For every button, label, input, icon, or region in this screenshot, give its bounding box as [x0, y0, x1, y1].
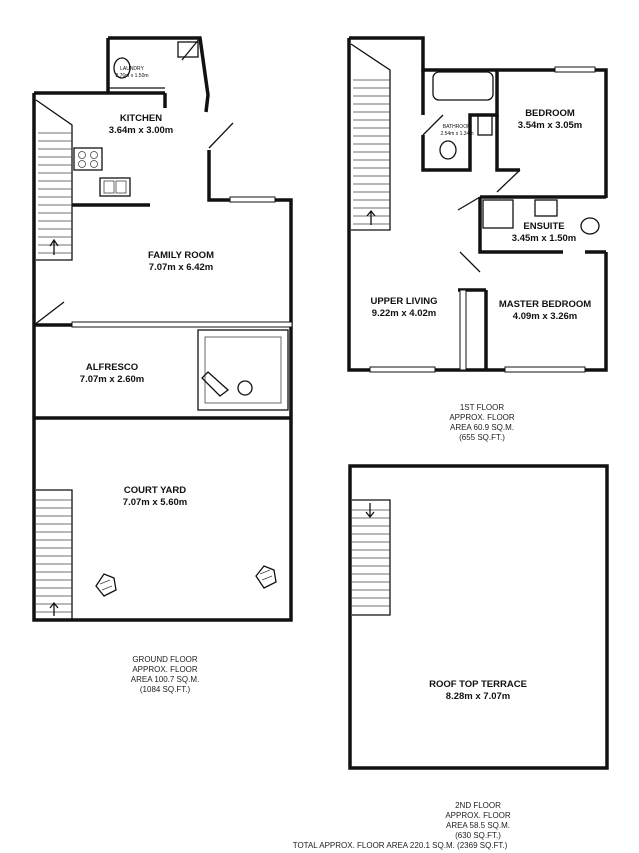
ensuite-toilet	[581, 218, 599, 234]
floor-caption: AREA 58.5 SQ.M.	[445, 821, 511, 830]
floor-caption: APPROX. FLOOR	[449, 413, 515, 422]
room-dims: 8.28m x 7.07m	[445, 691, 511, 702]
room-name: ROOF TOP TERRACE	[429, 679, 527, 690]
bathroom-toilet	[440, 141, 456, 159]
cooktop	[74, 148, 102, 170]
spa	[198, 330, 288, 410]
living-window	[370, 367, 435, 372]
room-name: LAUNDRY	[120, 66, 144, 72]
plant-icon	[96, 574, 116, 596]
bedroom-window	[555, 67, 595, 72]
family-room-door	[34, 302, 64, 325]
first-floor-stairs	[351, 44, 390, 230]
courtyard-stairs	[36, 490, 72, 620]
second-floor-plan	[350, 466, 607, 840]
room-dims: 4.09m x 3.26m	[512, 311, 578, 322]
floor-caption: (655 SQ.FT.)	[459, 433, 505, 442]
floor-caption: (1084 SQ.FT.)	[139, 685, 191, 694]
master-bedroom-window	[505, 367, 585, 372]
room-name: COURT YARD	[123, 485, 187, 496]
floor-caption: GROUND FLOOR	[132, 655, 198, 664]
ensuite-vanity	[535, 200, 557, 216]
bedroom-door	[497, 170, 520, 192]
floor-caption: 1ST FLOOR	[459, 403, 505, 412]
second-floor-stairs	[352, 500, 390, 615]
ground-stairs	[36, 100, 72, 260]
bathroom-vanity	[478, 115, 492, 135]
floor-caption: APPROX. FLOOR	[132, 665, 198, 674]
ensuite-doors	[458, 197, 480, 272]
total-area: TOTAL APPROX. FLOOR AREA 220.1 SQ.M. (2369 SQ.FT.)	[292, 841, 508, 850]
room-dims: 9.22m x 4.02m	[371, 308, 437, 319]
room-dims: 2.54m x 1.34m	[440, 131, 474, 137]
first-floor-plan	[349, 38, 606, 442]
room-name: KITCHEN	[119, 113, 163, 124]
ground-floor-plan	[34, 38, 292, 694]
room-dims: 3.45m x 1.50m	[511, 233, 577, 244]
floor-caption: 2ND FLOOR	[455, 801, 501, 810]
floor-caption: APPROX. FLOOR	[445, 811, 511, 820]
sliding-door	[72, 322, 292, 327]
room-dims: 3.64m x 3.00m	[108, 125, 174, 136]
room-dims: 3.54m x 3.05m	[517, 120, 583, 131]
room-name: FAMILY ROOM	[148, 250, 214, 261]
bathtub	[433, 72, 493, 100]
roof-terrace-wall	[350, 466, 607, 768]
kitchen-door	[209, 123, 233, 148]
wardrobe	[460, 290, 466, 370]
room-name: BATHROOM	[442, 124, 472, 130]
bathroom-wall	[423, 70, 497, 170]
room-dims: 7.07m x 5.60m	[122, 497, 188, 508]
room-dims: 7.07m x 6.42m	[148, 262, 214, 273]
room-name: MASTER BEDROOM	[498, 299, 592, 310]
ensuite-shower	[483, 200, 513, 228]
room-name: ALFRESCO	[85, 362, 139, 373]
room-dims: 7.07m x 2.60m	[79, 374, 145, 385]
room-name: UPPER LIVING	[370, 296, 438, 307]
room-name: ENSUITE	[523, 221, 565, 232]
room-dims: 2.76m x 1.50m	[115, 73, 149, 79]
floor-caption: AREA 60.9 SQ.M.	[449, 423, 515, 432]
plant-icon	[256, 566, 276, 588]
floor-caption: (630 SQ.FT.)	[455, 831, 501, 840]
family-room-window	[230, 197, 275, 202]
floor-caption: AREA 100.7 SQ.M.	[130, 675, 200, 684]
room-name: BEDROOM	[525, 108, 575, 119]
